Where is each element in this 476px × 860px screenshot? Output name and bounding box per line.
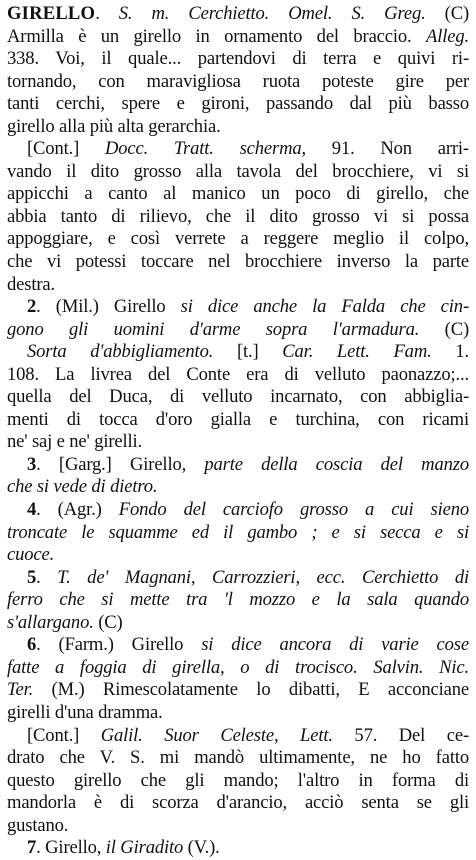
- entry-text: . (Mil.) Girello: [36, 296, 181, 318]
- italic-text: Car. Lett. Fam.: [282, 341, 432, 363]
- dictionary-entry: [7, 3, 469, 860]
- entry-line: [7, 161, 469, 184]
- entry-text: girello alla più alta gerarchia.: [7, 115, 221, 137]
- entry-line: [7, 364, 469, 387]
- italic-text: Alleg.: [426, 25, 469, 47]
- italic-text: T. de' Magnani, Carrozzieri, ecc. Cerchietto di: [57, 566, 469, 588]
- entry-text: gustano.: [7, 814, 69, 836]
- italic-text: Ter.: [7, 679, 34, 701]
- entry-text: . (Farm.) Girello: [36, 634, 202, 656]
- entry-line: [7, 657, 469, 680]
- entry-text: 338. Voi, il quale... partendovi di terra e quivi ri-: [7, 48, 469, 70]
- entry-line: [7, 522, 469, 545]
- entry-line: [7, 770, 469, 793]
- entry-line: [7, 183, 469, 206]
- entry-line: [7, 837, 469, 860]
- entry-line: [7, 725, 469, 748]
- entry-text: [t.]: [213, 341, 283, 363]
- italic-text: Sorta d'abbigliamento.: [27, 341, 214, 363]
- italic-text: che si vede di dietro.: [7, 476, 158, 498]
- entry-text: 57. Del ce-: [332, 724, 469, 746]
- entry-line: [7, 702, 469, 725]
- entry-text: menti di tocca d'oro gialla e turchina, con ricami: [7, 408, 469, 430]
- entry-text: [Cont.]: [27, 724, 101, 746]
- italic-text: fatte a foggia di girella, o di trocisco. Salvin. Nic.: [7, 656, 469, 678]
- entry-text: . [Garg.] Girello,: [36, 453, 205, 475]
- entry-text: (V.).: [183, 837, 220, 859]
- entry-line: [7, 589, 469, 612]
- entry-text: vando il dito grosso alla tavola del brocchiere, vi si: [7, 160, 469, 182]
- sense-number: 5: [27, 566, 37, 588]
- entry-text: (C): [425, 3, 469, 24]
- entry-text: girelli d'una dramma.: [7, 701, 163, 723]
- entry-line: [7, 138, 469, 161]
- sense-number: 6: [27, 634, 37, 656]
- entry-text: appoggiare, e così verrete a reggere meglio il colpo,: [7, 228, 469, 250]
- sense-number: 2: [27, 296, 37, 318]
- italic-text: S. m. Cerchietto. Omel. S. Greg.: [118, 3, 426, 24]
- entry-text: drato che V. S. mi mandò ultimamente, ne ho fatto: [7, 747, 469, 769]
- italic-text: Galil. Suor Celeste, Lett.: [100, 724, 333, 746]
- entry-line: [7, 634, 469, 657]
- entry-line: [7, 431, 469, 454]
- italic-text: gono gli uomini d'arme sopra l'armadura.: [7, 318, 420, 340]
- entry-line: [7, 792, 469, 815]
- italic-text: Docc. Tratt. scherma: [104, 138, 302, 160]
- italic-text: parte della coscia del manzo: [204, 453, 469, 475]
- sense-number: 7: [27, 837, 37, 859]
- entry-text: [Cont.]: [27, 138, 105, 160]
- entry-text: .: [36, 566, 58, 588]
- entry-text: (C): [419, 318, 469, 340]
- entry-line: [7, 747, 469, 770]
- entry-line: [7, 386, 469, 409]
- entry-text: 108. La livrea del Conte era di velluto paonazzo;...: [7, 363, 469, 385]
- entry-line: [7, 679, 469, 702]
- entry-text: abbia tanto di rilievo, che il dito grosso vi si possa: [7, 205, 469, 227]
- entry-line: [7, 296, 469, 319]
- entry-text: 1.: [431, 341, 469, 363]
- italic-text: s'allargano.: [7, 611, 94, 633]
- italic-text: ferro che si mette tra 'l mozzo e la sala quando: [7, 589, 469, 611]
- entry-line: [7, 116, 469, 139]
- entry-text: destra.: [7, 273, 55, 295]
- entry-line: [7, 454, 469, 477]
- entry-line: [7, 3, 469, 26]
- entry-line: [7, 815, 469, 838]
- entry-text: . Girello,: [36, 837, 106, 859]
- entry-text: quella del Duca, di velluto incarnato, con abbiglia-: [7, 386, 469, 408]
- entry-line: [7, 26, 469, 49]
- sense-number: 4: [27, 499, 37, 521]
- entry-line: [7, 476, 469, 499]
- entry-text: Armilla è un girello in ornamento del braccio.: [7, 25, 426, 47]
- italic-text: troncate le squamme ed il gambo ; e si secca e si: [7, 521, 469, 543]
- sense-number: 3: [27, 453, 37, 475]
- entry-line: [7, 71, 469, 94]
- entry-text: , 91. Non arri-: [301, 138, 469, 160]
- entry-line: [7, 274, 469, 297]
- headword: GIRELLO: [7, 3, 96, 24]
- entry-line: [7, 544, 469, 567]
- entry-line: [7, 48, 469, 71]
- entry-text: . (Agr.): [36, 499, 119, 521]
- entry-line: [7, 567, 469, 590]
- entry-line: [7, 228, 469, 251]
- entry-text: mandorla è di scorza d'arancio, acciò senta se gli: [7, 792, 469, 814]
- entry-text: (C): [93, 611, 123, 633]
- italic-text: si dice ancora di varie cose: [201, 634, 469, 656]
- entry-line: [7, 499, 469, 522]
- entry-line: [7, 319, 469, 342]
- entry-line: [7, 409, 469, 432]
- entry-text: appicchi a canto al manico un poco di girello, che: [7, 183, 469, 205]
- entry-text: (M.) Rimescolatamente lo dibatti, E acconciane: [33, 679, 469, 701]
- entry-line: [7, 612, 469, 635]
- entry-text: ne' saj e ne' girelli.: [7, 431, 143, 453]
- entry-text: .: [95, 3, 119, 24]
- italic-text: cuoce.: [7, 544, 55, 566]
- entry-line: [7, 341, 469, 364]
- entry-line: [7, 93, 469, 116]
- entry-text: tornando, con maravigliosa ruota poteste gire per: [7, 70, 469, 92]
- entry-line: [7, 206, 469, 229]
- italic-text: Fondo del carciofo grosso a cui sieno: [118, 499, 469, 521]
- italic-text: il Giradito: [105, 837, 184, 859]
- entry-text: tanti cerchi, spere e gironi, passando dal più basso: [7, 93, 469, 115]
- entry-text: che vi potessi toccare nel brocchiere inverso la parte: [7, 251, 469, 273]
- italic-text: si dice anche la Falda che cin-: [180, 296, 469, 318]
- entry-line: [7, 251, 469, 274]
- entry-text: questo girello che gli mando; l'altro in forma di: [7, 769, 469, 791]
